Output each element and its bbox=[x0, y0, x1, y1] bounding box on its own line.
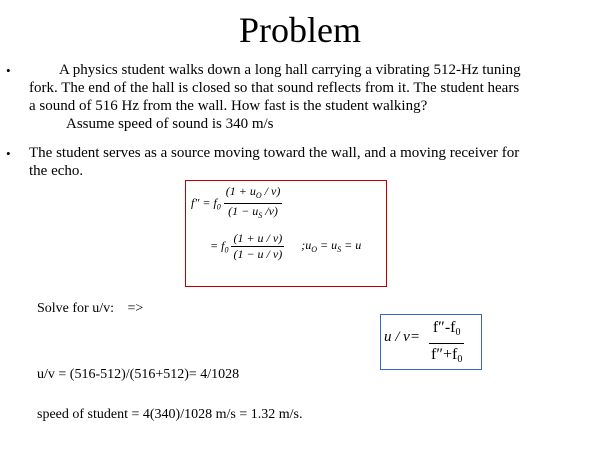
explanation bbox=[29, 144, 589, 180]
solve-label: Solve for u/v: bbox=[37, 301, 114, 316]
problem-statement bbox=[29, 61, 589, 133]
result-formula-box bbox=[380, 314, 482, 370]
implies-arrow: => bbox=[127, 301, 144, 316]
equation-condition bbox=[301, 238, 362, 255]
page-title: Problem bbox=[239, 10, 361, 50]
bullet-marker: • bbox=[6, 63, 11, 78]
solve-instruction bbox=[37, 300, 143, 317]
problem-line: A physics student walks down a long hall carrying a vibrating 512-Hz tuning bbox=[59, 62, 521, 78]
result-denominator bbox=[429, 344, 464, 371]
fraction-numerator: (1 + u / v) bbox=[233, 231, 283, 245]
problem-line: Assume speed of sound is 340 m/s bbox=[66, 116, 274, 132]
explanation-line: the echo. bbox=[29, 163, 84, 179]
explanation-line: The student serves as a source moving toward the wall, and a moving receiver for bbox=[29, 145, 520, 161]
equation-subscript: O bbox=[255, 191, 262, 200]
equation-subscript: 0 bbox=[224, 245, 229, 255]
denominator-text: f″+f bbox=[431, 346, 458, 363]
equation-line-1 bbox=[191, 184, 282, 223]
condition-part: = u bbox=[316, 238, 338, 253]
equation-fraction-2 bbox=[231, 231, 284, 262]
denominator-subscript: 0 bbox=[457, 354, 463, 365]
equation-subscript: S bbox=[337, 245, 342, 255]
fraction-numerator: (1 + u bbox=[225, 184, 256, 198]
equation-subscript: S bbox=[258, 211, 263, 220]
fraction-numerator-tail: / v) bbox=[261, 184, 281, 198]
numerator-text: f″-f bbox=[432, 319, 456, 336]
condition-part: ;u bbox=[301, 238, 312, 253]
condition-part: = u bbox=[341, 238, 362, 253]
result-numerator bbox=[429, 318, 464, 344]
doppler-equation-box bbox=[185, 180, 387, 287]
equation-subscript: O bbox=[311, 245, 317, 255]
equation-fraction-1 bbox=[224, 184, 283, 223]
calculation-line: u/v = (516-512)/(516+512)= 4/1028 bbox=[37, 367, 240, 382]
equals-sign: = bbox=[210, 238, 219, 253]
equation-f: f bbox=[221, 238, 225, 253]
equation-subscript: 0 bbox=[216, 202, 221, 212]
equation-lhs: f″ = bbox=[191, 195, 211, 210]
result-lhs: u / v= bbox=[384, 329, 420, 345]
equation-line-2 bbox=[210, 231, 361, 262]
answer-line: speed of student = 4(340)/1028 m/s = 1.32 m/s. bbox=[37, 407, 303, 422]
bullet-marker: • bbox=[6, 146, 11, 161]
numerator-subscript: 0 bbox=[455, 327, 461, 338]
fraction-denominator: (1 − u bbox=[228, 204, 259, 218]
result-fraction bbox=[429, 318, 464, 371]
equation-f: f bbox=[213, 195, 217, 210]
fraction-denominator: (1 − u / v) bbox=[233, 247, 283, 261]
problem-line: fork. The end of the hall is closed so that sound reflects from it. The student hears bbox=[29, 80, 520, 96]
fraction-denominator-tail: /v) bbox=[262, 204, 278, 218]
problem-line: a sound of 516 Hz from the wall. How fast is the student walking? bbox=[29, 98, 428, 114]
